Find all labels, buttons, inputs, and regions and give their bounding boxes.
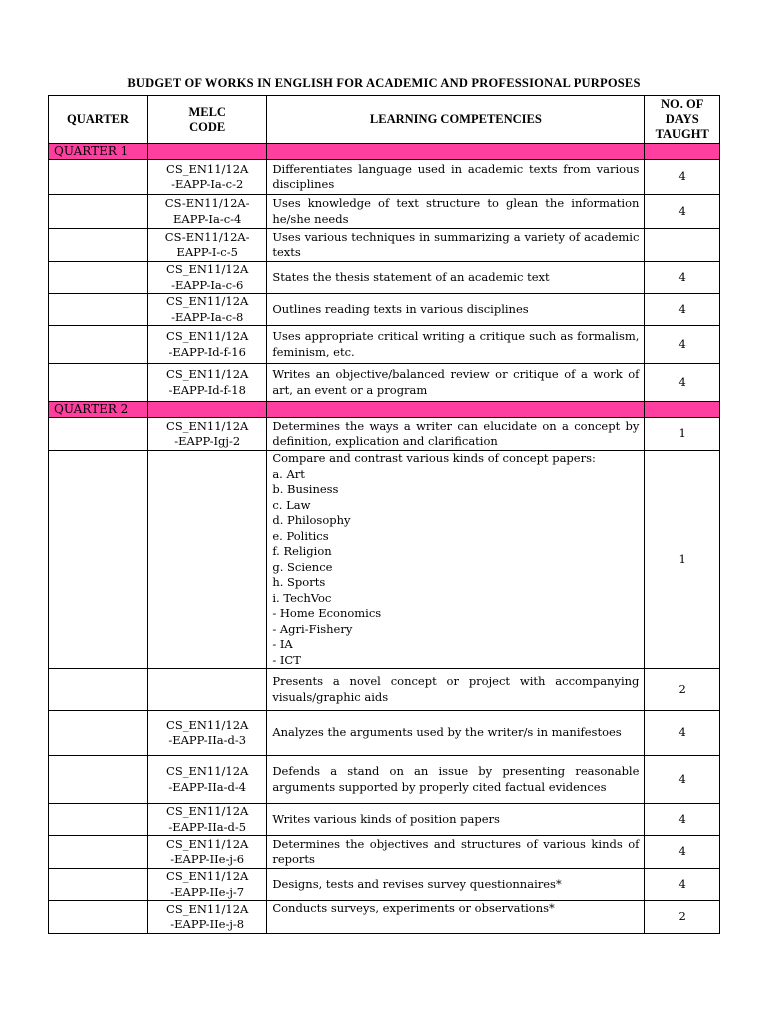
days-taught: 4 <box>645 756 720 804</box>
table-row <box>49 756 720 804</box>
melc-code: CS_EN11/12A -EAPP-IIe-j-8 <box>148 901 267 934</box>
days-taught: 2 <box>645 669 720 711</box>
melc-code: CS_EN11/12A -EAPP-Ia-c-2 <box>148 160 267 195</box>
list-item: a. Art <box>272 466 305 481</box>
days-taught: 1 <box>645 418 720 451</box>
melc-code: CS_EN11/12A -EAPP-Id-f-16 <box>148 326 267 364</box>
competency: Differentiates language used in academic texts from various disciplines <box>267 160 645 195</box>
table-row <box>49 294 720 326</box>
melc-code: CS-EN11/12A- EAPP-Ia-c-4 <box>148 195 267 229</box>
competency: Defends a stand on an issue by presenting reasonable arguments supported by properly cited factual evidences <box>267 756 645 804</box>
quarter-2-label: QUARTER 2 <box>49 402 148 418</box>
table-row <box>49 229 720 262</box>
days-taught: 4 <box>645 711 720 756</box>
competency: Uses knowledge of text structure to glean the information he/she needs <box>267 195 645 229</box>
melc-code: CS_EN11/12A -EAPP-IIa-d-3 <box>148 711 267 756</box>
days-taught: 4 <box>645 294 720 326</box>
table-row <box>49 836 720 869</box>
competency-intro: Compare and contrast various kinds of concept papers: <box>272 451 596 465</box>
competency: Writes an objective/balanced review or critique of a work of art, an event or a program <box>267 364 645 402</box>
list-item: - ICT <box>272 652 301 667</box>
melc-code: CS_EN11/12A -EAPP-Ia-c-8 <box>148 294 267 326</box>
competency: States the thesis statement of an academic text <box>267 262 645 294</box>
table-row <box>49 711 720 756</box>
table-row <box>49 262 720 294</box>
competency: Writes various kinds of position papers <box>267 804 645 836</box>
table-header-row <box>49 96 720 144</box>
list-item: b. Business <box>272 482 339 496</box>
list-item: e. Politics <box>272 528 329 543</box>
table-row <box>49 418 720 451</box>
competency: Uses various techniques in summarizing a variety of academic texts <box>267 229 645 262</box>
quarter-2-row <box>49 402 720 418</box>
melc-code: CS_EN11/12A -EAPP-IIe-j-7 <box>148 869 267 901</box>
days-taught <box>645 229 720 262</box>
table-row <box>49 869 720 901</box>
days-taught: 4 <box>645 364 720 402</box>
list-item: f. Religion <box>272 544 332 558</box>
competency: Designs, tests and revises survey questionnaires* <box>267 869 645 901</box>
melc-code: CS_EN11/12A -EAPP-Igj-2 <box>148 418 267 451</box>
document-title: BUDGET OF WORKS IN ENGLISH FOR ACADEMIC AND PROFESSIONAL PURPOSES <box>127 76 641 90</box>
days-taught: 1 <box>645 451 720 669</box>
list-item: h. Sports <box>272 575 326 589</box>
melc-code: CS-EN11/12A- EAPP-I-c-5 <box>148 229 267 262</box>
list-item: - Agri-Fishery <box>272 621 353 636</box>
melc-code: CS_EN11/12A -EAPP-IIa-d-4 <box>148 756 267 804</box>
table-row <box>49 195 720 229</box>
quarter-1-row <box>49 144 720 160</box>
list-item: g. Science <box>272 559 333 574</box>
list-item: - IA <box>272 637 293 651</box>
header-days-taught: NO. OF DAYS TAUGHT <box>645 96 720 144</box>
table-row <box>49 669 720 711</box>
list-item: c. Law <box>272 497 311 512</box>
days-taught: 4 <box>645 195 720 229</box>
competency: Uses appropriate critical writing a critique such as formalism, feminism, etc. <box>267 326 645 364</box>
table-row <box>49 901 720 934</box>
quarter-1-label: QUARTER 1 <box>49 144 148 160</box>
table-row <box>49 804 720 836</box>
melc-code: CS_EN11/12A -EAPP-IIa-d-5 <box>148 804 267 836</box>
melc-code: CS_EN11/12A -EAPP-Id-f-18 <box>148 364 267 402</box>
competency: Outlines reading texts in various disciplines <box>267 294 645 326</box>
list-item: d. Philosophy <box>272 513 351 527</box>
melc-code: CS_EN11/12A -EAPP-IIe-j-6 <box>148 836 267 869</box>
days-taught: 4 <box>645 836 720 869</box>
table-row <box>49 364 720 402</box>
days-taught: 4 <box>645 160 720 195</box>
header-learning-competencies: LEARNING COMPETENCIES <box>267 96 645 144</box>
competency: Presents a novel concept or project with accompanying visuals/graphic aids <box>267 669 645 711</box>
competency <box>267 451 645 669</box>
competency: Conducts surveys, experiments or observations* <box>267 901 645 934</box>
days-taught: 4 <box>645 262 720 294</box>
list-item: - Home Economics <box>272 606 382 620</box>
table-row <box>49 326 720 364</box>
competency: Determines the ways a writer can elucidate on a concept by definition, explication and clarification <box>267 418 645 451</box>
days-taught: 4 <box>645 869 720 901</box>
header-quarter: QUARTER <box>49 96 148 144</box>
header-melc-code: MELC CODE <box>148 96 267 144</box>
budget-table <box>48 95 720 934</box>
competency: Analyzes the arguments used by the writer/s in manifestoes <box>267 711 645 756</box>
competency: Determines the objectives and structures of various kinds of reports <box>267 836 645 869</box>
melc-code: CS_EN11/12A -EAPP-Ia-c-6 <box>148 262 267 294</box>
days-taught: 4 <box>645 804 720 836</box>
table-row <box>49 451 720 669</box>
list-item: i. TechVoc <box>272 590 332 605</box>
days-taught: 4 <box>645 326 720 364</box>
days-taught: 2 <box>645 901 720 934</box>
table-row <box>49 160 720 195</box>
